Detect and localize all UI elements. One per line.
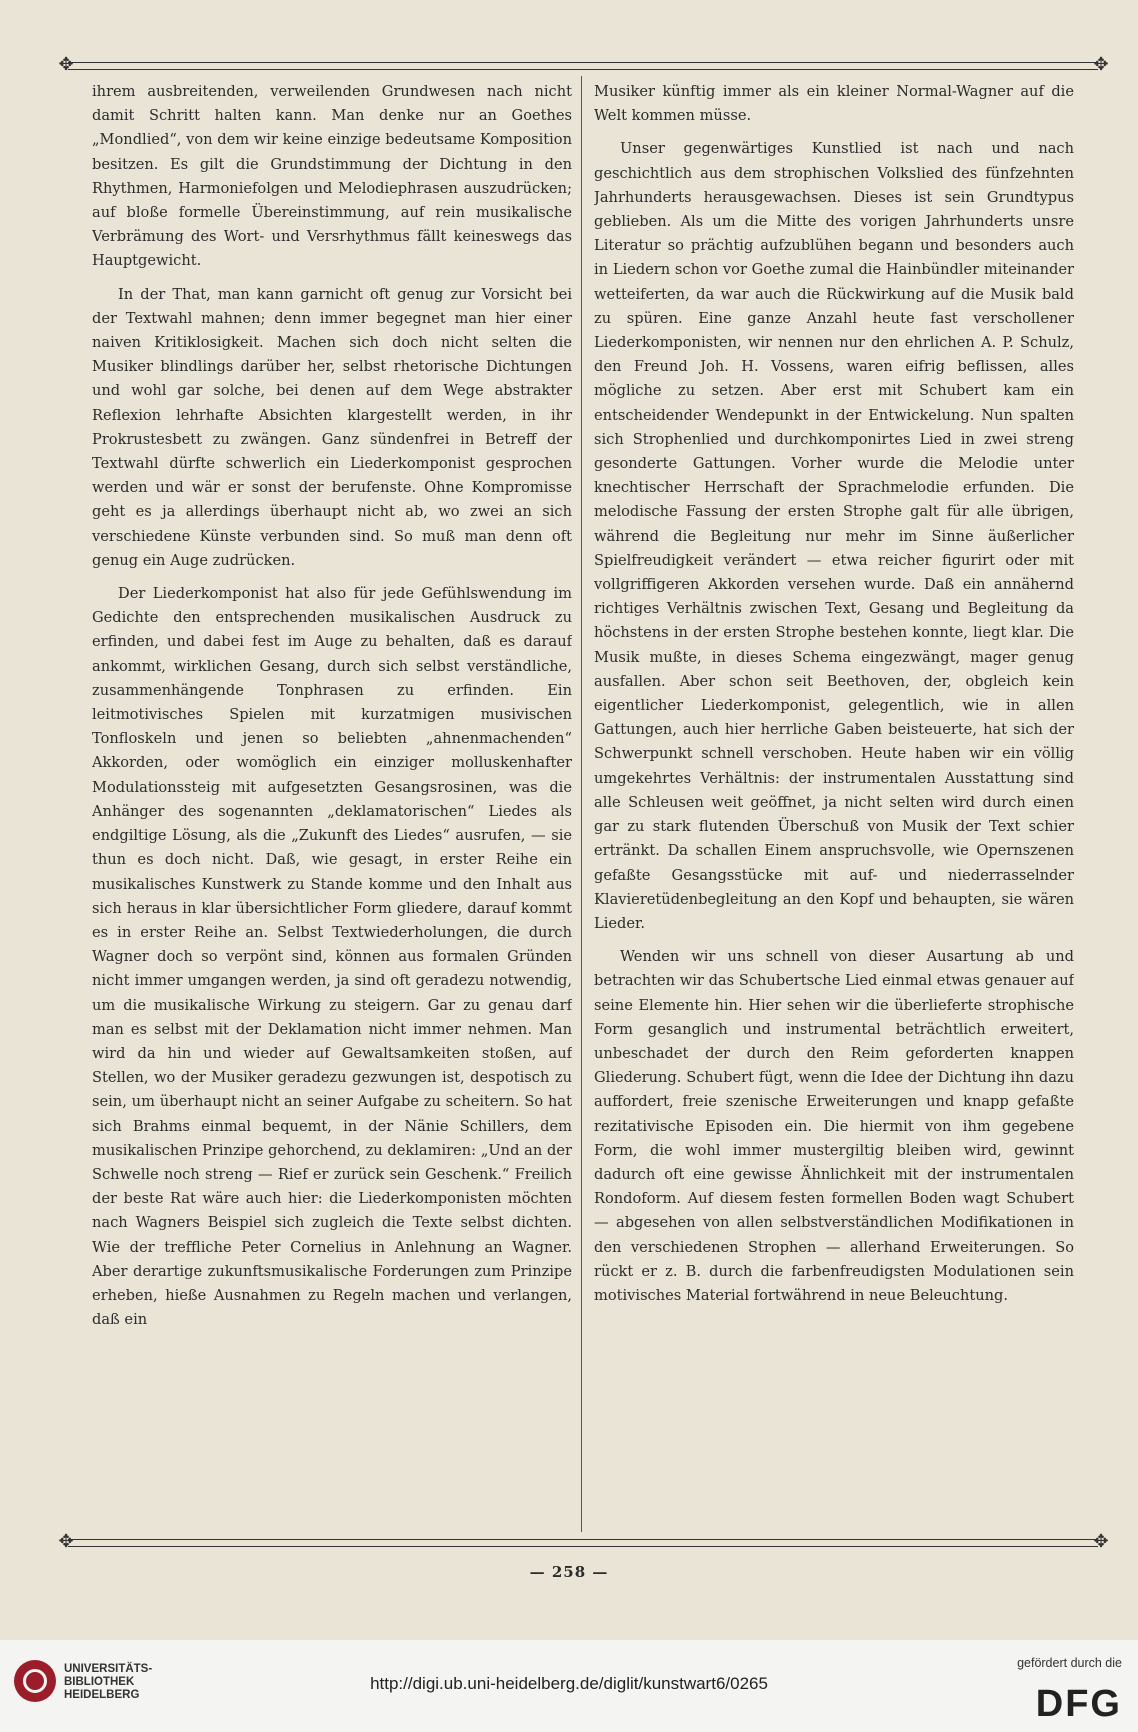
library-name-line: BIBLIOTHEK	[64, 1676, 135, 1688]
ornament-top-left-icon: ✥	[58, 54, 74, 75]
library-name-line: HEIDELBERG	[64, 1689, 140, 1701]
ornament-bottom-right-icon: ✥	[1093, 1531, 1109, 1552]
funded-by-label: gefördert durch die	[1017, 1656, 1122, 1670]
paragraph: Unser gegenwärtiges Kunstlied ist nach und nach geschichtlich aus dem strophischen Volkslied des fünfzehnten Jahrhunderts herausgewachsen. Dieses ist sein Grundtypus geblieben. Als um die Mitte des vorigen Jahrhunderts unsre Literatur so prächtig aufzublühen begann und besonders auch in Liedern schon vor Goethe zumal die Hainbündler miteinander wetteiferten, da war auch die Rückwirkung auf die Musik bald zu spüren. Eine ganze Anzahl heute fast verschollener Liederkomponisten, wir nennen nur den ehrlichen A. P. Schulz, den Freund Joh. H. Vossens, waren eifrig beflissen, alles mögliche zu setzen. Aber erst mit Schubert kam ein entscheidender Wendepunkt in der Entwickelung. Nun spalten sich Strophenlied und durchkomponirtes Lied in zwei streng gesonderte Gattungen. Vorher wurde die Melodie unter knechtischer Herrschaft der Sprachmelodie erfunden. Die melodische Fassung der ersten Strophe galt für alle übrigen, während die Begleitung nur mehr im Sinne äußerlicher Spielfreudigkeit verändert — etwa reicher figurirt oder mit vollgriffigeren Akkorden versehen wurde. Daß ein annähernd richtiges Verhältnis zwischen Text, Gesang und Begleitung da höchstens in der ersten Strophe bestehen konnte, liegt klar. Die Musik mußte, in dieses Schema eingezwängt, mager genug ausfallen. Aber schon seit Beethoven, der, obgleich kein eigentlicher Liederkomponist, gelegentlich, wie in allen Gattungen, auch hier herrliche Gaben beisteuerte, hat sich der Schwerpunkt schnell verschoben. Heute haben wir ein völlig umgekehrtes Verhältnis: der instrumentalen Ausstattung sind alle Schleusen weit geöffnet, ja nicht selten wird durch einen gar zu stark flutenden Überschuß von Musik der Text schier ertränkt. Da schallen Einem anspruchsvolle, wie Opernszenen gefaßte Gesangsstücke mit auf- und niederrasselnder Klavieretüdenbegleitung an den Kopf und behaupten, sie wären Lieder.	[594, 140, 1074, 932]
library-name-line: UNIVERSITÄTS-	[64, 1663, 153, 1675]
page-number: — 258 —	[529, 1563, 609, 1581]
paragraph: In der That, man kann garnicht oft genug zur Vorsicht bei der Textwahl mahnen; denn immer begegnet man hier einer naiven Kritiklosigkeit. Machen sich doch nicht selten die Musiker blindlings darüber her, selbst rhetorische Dichtungen und wohl gar solche, bei denen auf dem Wege abstrakter Reflexion lehrhafte Absichten klargestellt werden, in ihr Prokrustesbett zu zwängen. Ganz sündenfrei in Betreff der Textwahl dürfte schwerlich ein Liederkomponist gesprochen werden und wär er sonst der berufenste. Ohne Kompromisse geht es ja allerdings überhaupt nicht ab, wo zwei an sich verschiedene Künste verbunden sind. So muß man denn oft genug ein Auge zudrücken.	[92, 285, 572, 569]
dfg-logo: DFG	[1035, 1683, 1122, 1725]
ornament-top-right-icon: ✥	[1093, 54, 1109, 75]
ornament-bottom-left-icon: ✥	[58, 1531, 74, 1552]
right-text-column	[594, 80, 1074, 1530]
column-divider	[581, 76, 582, 1532]
left-text-column	[92, 80, 572, 1530]
paragraph: Der Liederkomponist hat also für jede Gefühlswendung im Gedichte den entsprechenden musikalischen Ausdruck zu erfinden, und dabei fest im Auge zu behalten, daß es darauf ankommt, wirklichen Gesang, durch sich selbst verständliche, zusammenhängende Tonphrasen zu erfinden. Ein leitmotivisches Spielen mit kurzatmigen musivischen Tonfloskeln und jenen so beliebten „ahnenmachenden“ Akkorden, oder womöglich ein einziger molluskenhafter Modulationssteig mit aufgesetzten Gesangsrosinen, was die Anhänger des sogenannten „deklamatorischen“ Liedes als endgiltige Lösung, als die „Zukunft des Liedes“ ausrufen, — sie thun es doch nicht. Daß, wie gesagt, in erster Reihe ein musikalisches Kunstwerk zu Stande komme und den Inhalt aus sich heraus in klar übersichtlicher Form gliedere, darauf kommt es in erster Reihe an. Selbst Textwiederholungen, die durch Wagner doch so verpönt sind, können aus formalen Gründen nicht immer umgangen werden, ja sind oft geradezu notwendig, um die musikalische Wirkung zu steigern. Gar zu genau darf man es selbst mit der Deklamation nicht immer nehmen. Man wird da hin und wieder auf Gewaltsamkeiten stoßen, auf Stellen, wo der Musiker geradezu gezwungen ist, despotisch zu sein, um überhaupt nicht an seiner Aufgabe zu scheitern. So hat sich Brahms einmal bequemt, in der Nänie Schillers, dem musikalischen Prinzipe gehorchend, zu deklamiren: „Und an der Schwelle noch streng — Rief er zurück sein Geschenk.“ Freilich der beste Rat wäre auch hier: die Liederkomponisten möchten nach Wagners Beispiel sich zugleich die Texte selbst dichten. Wie der treffliche Peter Cornelius in Anlehnung an Wagner. Aber derartige zukunftsmusikalische Forderungen zum Prinzipe erheben, hieße Ausnahmen zu Regeln machen und verlangen, daß ein	[92, 585, 572, 1329]
top-border-rule	[68, 62, 1098, 70]
bottom-border-rule	[68, 1539, 1098, 1547]
paragraph: Wenden wir uns schnell von dieser Ausartung ab und betrachten wir das Schubertsche Lied einmal etwas genauer auf seine Elemente hin. Hier sehen wir die überlieferte strophische Form gesanglich und instrumental beträchtlich erweitert, unbeschadet der durch den Reim geforderten knappen Gliederung. Schubert fügt, wenn die Idee der Dichtung ihn dazu auffordert, freie szenische Erweiterungen und knapp gefaßte rezitativische Episoden ein. Die hiermit von ihm gegebene Form, die wohl immer mustergiltig bleiben wird, gewinnt dadurch oft eine gewisse Ähnlichkeit mit der instrumentalen Rondoform. Auf diesem festen formellen Boden wagt Schubert — abgesehen von allen selbstverständlichen Modifikationen in den verschiedenen Strophen — allerhand Erweiterungen. So rückt er z. B. durch die farbenfreudigsten Modulationen sein motivisches Material fortwährend in neue Beleuchtung.	[594, 948, 1074, 1304]
paragraph: Musiker künftig immer als ein kleiner Normal-Wagner auf die Welt kommen müsse.	[594, 83, 1074, 125]
source-url-link[interactable]: http://digi.ub.uni-heidelberg.de/diglit/kunstwart6/0265	[370, 1674, 768, 1693]
paragraph: ihrem ausbreitenden, verweilenden Grundwesen nach nicht damit Schritt halten kann. Man denke nur an Goethes „Mondlied“, von dem wir keine einzige bedeutsame Komposition besitzen. Es gilt die Grundstimmung der Dichtung in den Rhythmen, Harmoniefolgen und Melodiephrasen auszudrücken; auf bloße formelle Übereinstimmung, auf rein musikalische Verbrämung des Wort- und Versrhythmus fällt keineswegs das Hauptgewicht.	[92, 83, 572, 270]
digitization-footer	[0, 1640, 1138, 1732]
